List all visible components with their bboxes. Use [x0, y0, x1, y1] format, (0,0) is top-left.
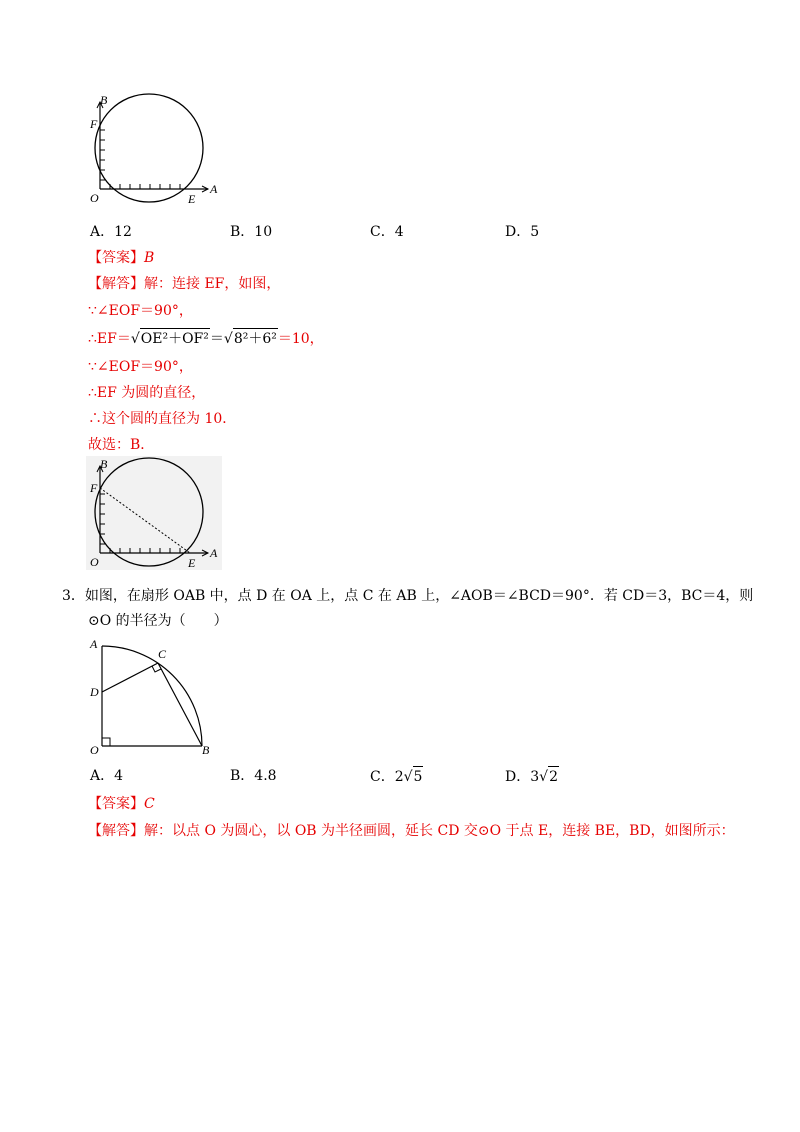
- sol3-radicand-2: 8²＋6²: [233, 328, 278, 349]
- solution-line-3: ∴EF＝√OE²＋OF²＝√8²＋6²＝10，: [88, 328, 324, 349]
- answer-line: [88, 248, 154, 268]
- label-E: E: [188, 556, 196, 570]
- q3-stem-line-2: ⊙O 的半径为（ ）: [88, 613, 228, 629]
- q3-option-a: A．4: [90, 768, 124, 784]
- label-D: D: [90, 685, 99, 699]
- label-O: O: [90, 191, 99, 205]
- q3-option-d-radicand: 2: [548, 766, 559, 787]
- label-O: O: [90, 743, 99, 757]
- q3-answer-value: C: [144, 796, 155, 812]
- circle-figure-1: [86, 92, 222, 206]
- q3-option-c-text: C．2: [370, 769, 404, 785]
- solution-line-7: 故选：B．: [88, 437, 155, 453]
- option-c: C．4: [370, 224, 404, 240]
- label-B: B: [202, 743, 210, 757]
- solution-line-1: [88, 274, 280, 294]
- label-F: F: [90, 481, 98, 495]
- solution-tag: 【解答】: [88, 276, 144, 292]
- solution-line-4: ∵∠EOF＝90°，: [88, 359, 193, 375]
- solution-line-6: ∴这个圆的直径为 10．: [88, 411, 237, 427]
- q3-option-d-text: D．3: [505, 769, 540, 785]
- solution-text-1: 解：连接 EF，如图，: [144, 276, 281, 292]
- q3-answer-line: [88, 794, 155, 814]
- q3-solution-text: 解：以点 O 为圆心，以 OB 为半径画圆，延长 CD 交⊙O 于点 E，连接 BE，BD，如图所示：: [144, 823, 735, 839]
- answer-value: B: [144, 250, 155, 266]
- label-E: E: [188, 192, 196, 206]
- option-b: B．10: [230, 224, 273, 240]
- option-d: D．5: [505, 224, 540, 240]
- label-B: B: [100, 93, 108, 107]
- label-O: O: [90, 555, 99, 569]
- sol3-radicand-1: OE²＋OF²: [140, 328, 210, 349]
- q3-option-d: D．3√2: [505, 766, 559, 787]
- q3-option-b: B．4.8: [230, 768, 277, 784]
- sol3-pre: ∴EF＝: [88, 331, 131, 347]
- sol3-mid: ＝: [209, 331, 224, 347]
- q3-answer-tag: 【答案】: [88, 796, 144, 812]
- label-A: A: [90, 637, 98, 651]
- label-A: A: [210, 546, 218, 560]
- sector-figure: [86, 634, 226, 758]
- label-C: C: [158, 647, 167, 661]
- q3-option-c-radicand: 5: [413, 766, 424, 787]
- option-a: A．12: [90, 224, 132, 240]
- label-A: A: [210, 182, 218, 196]
- label-B: B: [100, 457, 108, 471]
- label-F: F: [90, 117, 98, 131]
- q3-stem-line-1: 3．如图，在扇形 OAB 中，点 D 在 OA 上，点 C 在 AB 上，∠AOB＝∠BCD＝90°．若 CD＝3，BC＝4，则: [62, 588, 754, 604]
- circle-figure-2: [86, 456, 222, 570]
- q3-solution-tag: 【解答】: [88, 823, 144, 839]
- solution-line-5: ∴EF 为圆的直径，: [88, 385, 206, 401]
- q3-solution-line-1: [88, 821, 735, 841]
- solution-line-2: ∵∠EOF＝90°，: [88, 303, 193, 319]
- q3-option-c: C．2√5: [370, 766, 423, 787]
- answer-tag: 【答案】: [88, 250, 144, 266]
- sol3-end: ＝10，: [277, 331, 324, 347]
